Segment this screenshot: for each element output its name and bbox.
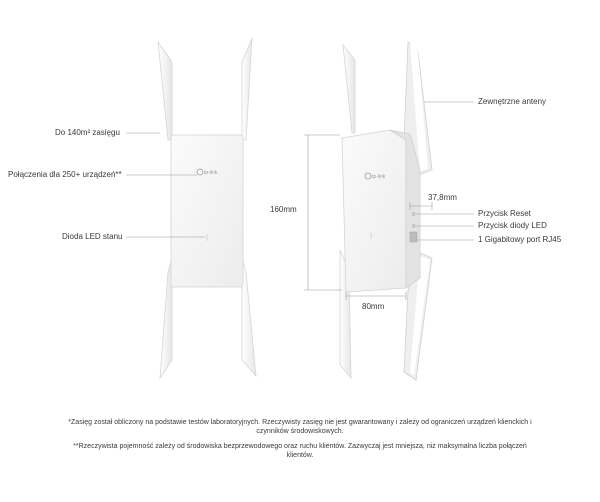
- dimension-depth: 37,8mm: [428, 193, 457, 202]
- side-left-upper-antenna: [343, 45, 355, 133]
- reset-button-shape: [412, 212, 415, 216]
- label-led-status: Dioda LED stanu: [62, 232, 123, 241]
- label-rj45-port: 1 Gigabitowy port RJ45: [478, 235, 562, 244]
- side-view: [304, 42, 474, 380]
- label-coverage: Do 140m² zasięgu: [55, 128, 120, 137]
- footnote-capacity: **Rzeczywista pojemność zależy od środowiska bezprzewodowego oraz ruchu klientów. Zazwyczaj jest mniejsza, niż maksymalna liczba połączeń klientów.: [73, 443, 527, 459]
- front-left-upper-antenna: [158, 42, 172, 140]
- front-body: [171, 135, 243, 287]
- logo-text-side: tp-link: [372, 174, 386, 180]
- dimension-height: 160mm: [270, 205, 297, 214]
- footnote-coverage: *Zasięg został obliczony na podstawie testów laboratoryjnych. Rzeczywisty zasięg nie jest gwarantowany i zależy od ograniczeń urządzeń klienckich i czynników środowiskowych.: [68, 419, 532, 435]
- side-body-front: [342, 130, 406, 292]
- front-view: [126, 38, 256, 378]
- label-reset-button: Przycisk Reset: [478, 209, 531, 218]
- led-button-shape: [412, 224, 415, 228]
- logo-text-front: tp-link: [204, 170, 218, 176]
- front-right-upper-antenna: [242, 38, 252, 140]
- front-right-lower-antenna: [242, 258, 256, 376]
- rj45-port-shape: [410, 232, 417, 242]
- label-antennas: Zewnętrzne anteny: [478, 97, 547, 106]
- side-status-led: [370, 232, 372, 239]
- status-led: [206, 234, 208, 241]
- label-connections: Połączenia dla 250+ urządzeń**: [8, 170, 122, 179]
- dimension-width: 80mm: [362, 302, 385, 311]
- label-led-button: Przycisk diody LED: [478, 221, 547, 230]
- front-left-lower-antenna: [160, 258, 172, 378]
